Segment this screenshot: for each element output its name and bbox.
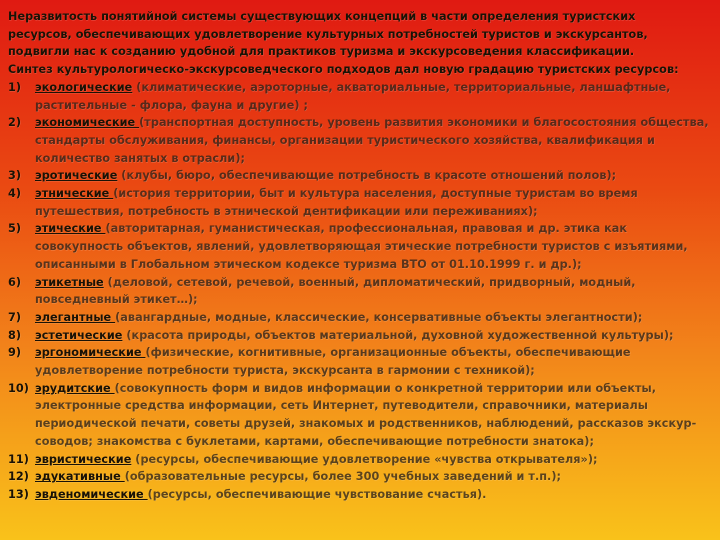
item-term: элегантные bbox=[35, 310, 116, 324]
item-term: эвденомические bbox=[35, 487, 148, 501]
list-item bbox=[8, 167, 710, 185]
list-item bbox=[8, 327, 710, 345]
list-item bbox=[8, 344, 710, 379]
list-item bbox=[8, 220, 710, 273]
item-term: эдукативные bbox=[35, 470, 125, 484]
item-description: (ресурсы, обеспечивающие чувствование счастья). bbox=[147, 487, 487, 501]
list-item bbox=[8, 451, 710, 469]
intro-line: Синтез культурологическо-экскурсоведческого подходов дал новую градацию туристских ресурсов: bbox=[8, 63, 679, 77]
list-item bbox=[8, 309, 710, 327]
item-number: 8) bbox=[8, 328, 22, 342]
item-term: этнические bbox=[35, 187, 114, 201]
item-description: (авангардные, модные, классические, консервативные объекты элегантности); bbox=[115, 310, 643, 324]
item-term: этикетные bbox=[35, 275, 104, 289]
item-term: эрудитские bbox=[35, 381, 115, 395]
item-description: (образовательные ресурсы, более 300 учебных заведений и т.п.); bbox=[124, 470, 562, 484]
resource-list bbox=[8, 79, 710, 504]
item-term: экологические bbox=[35, 80, 133, 94]
item-number: 11) bbox=[8, 452, 29, 466]
item-description: (физические, когнитивные, организационные объекты, обеспечивающие удовлетворение потребности туриста, экскурсанта в гармонии с техникой); bbox=[35, 346, 631, 378]
item-term: эргономические bbox=[35, 346, 146, 360]
item-term: эстетические bbox=[35, 328, 123, 342]
list-item bbox=[8, 185, 710, 220]
item-description: (история территории, быт и культура населения, доступные туристам во время путешествия, потребность в этнической дентификации или переживаниях); bbox=[35, 187, 638, 218]
intro-line: Неразвитость понятийной системы существующих концепций в части определения туристских bbox=[8, 10, 636, 23]
item-term: экономические bbox=[35, 116, 140, 130]
item-number: 5) bbox=[8, 222, 22, 236]
item-description: (транспортная доступность, уровень развития экономики и благосостояния общества, стандарты обслуживания, финансы, организации туристического хозяйства, квалификация и количество занятых в отрасли); bbox=[35, 116, 709, 165]
item-term: эротические bbox=[35, 169, 118, 183]
item-description: (авторитарная, гуманистическая, профессиональная, правовая и др. этика как совокупность объектов, явлений, удовлетворяющая этические потребности туристов с изъятиями, описанными в Глобальном этическом кодексе туризма ВТО от 01.10.1999 г. и др.); bbox=[35, 222, 688, 271]
item-term: эвристические bbox=[35, 452, 132, 466]
item-description: (совокупность форм и видов информации о конкретной территории или объекты, электронные средства информации, сеть Интернет, путеводители, справочники, материалы периодической печати, советы друзей, знакомых и родственников, наблюдений, рассказов экскур-соводов; знакомства с буклетами, картами, обеспечивающие потребности знатока); bbox=[35, 381, 697, 448]
list-item bbox=[8, 114, 710, 167]
item-number: 9) bbox=[8, 346, 22, 360]
list-item bbox=[8, 468, 710, 486]
item-description: (климатические, аэроторные, акваториальные, территориальные, ланшафтные, растительные - флора, фауна и другие) ; bbox=[35, 80, 671, 112]
intro-line: подвигли нас к созданию удобной для практиков туризма и экскурсоведения классификации. bbox=[8, 45, 635, 59]
item-number: 3) bbox=[8, 169, 22, 183]
item-number: 4) bbox=[8, 187, 22, 201]
item-number: 13) bbox=[8, 487, 29, 501]
item-number: 12) bbox=[8, 470, 29, 484]
list-item bbox=[8, 274, 710, 309]
intro-paragraph bbox=[8, 8, 710, 79]
item-number: 7) bbox=[8, 310, 22, 324]
item-description: (красота природы, объектов материальной, духовной художественной культуры); bbox=[122, 328, 674, 342]
item-description: (ресурсы, обеспечивающие удовлетворение «чувства открывателя»); bbox=[131, 452, 598, 466]
item-term: этические bbox=[35, 222, 106, 236]
item-number: 1) bbox=[8, 80, 22, 94]
list-item bbox=[8, 486, 710, 504]
list-item bbox=[8, 380, 710, 451]
item-number: 6) bbox=[8, 275, 22, 289]
item-number: 10) bbox=[8, 381, 29, 395]
list-item bbox=[8, 79, 710, 114]
item-description: (клубы, бюро, обеспечивающие потребность в красоте отношений полов); bbox=[117, 169, 617, 183]
item-number: 2) bbox=[8, 116, 22, 130]
intro-line: ресурсов, обеспечивающих удовлетворение культурных потребностей туристов и экскурсантов, bbox=[8, 27, 648, 41]
item-description: (деловой, сетевой, речевой, военный, дипломатический, придворный, модный, повседневный этикет…); bbox=[35, 275, 636, 307]
